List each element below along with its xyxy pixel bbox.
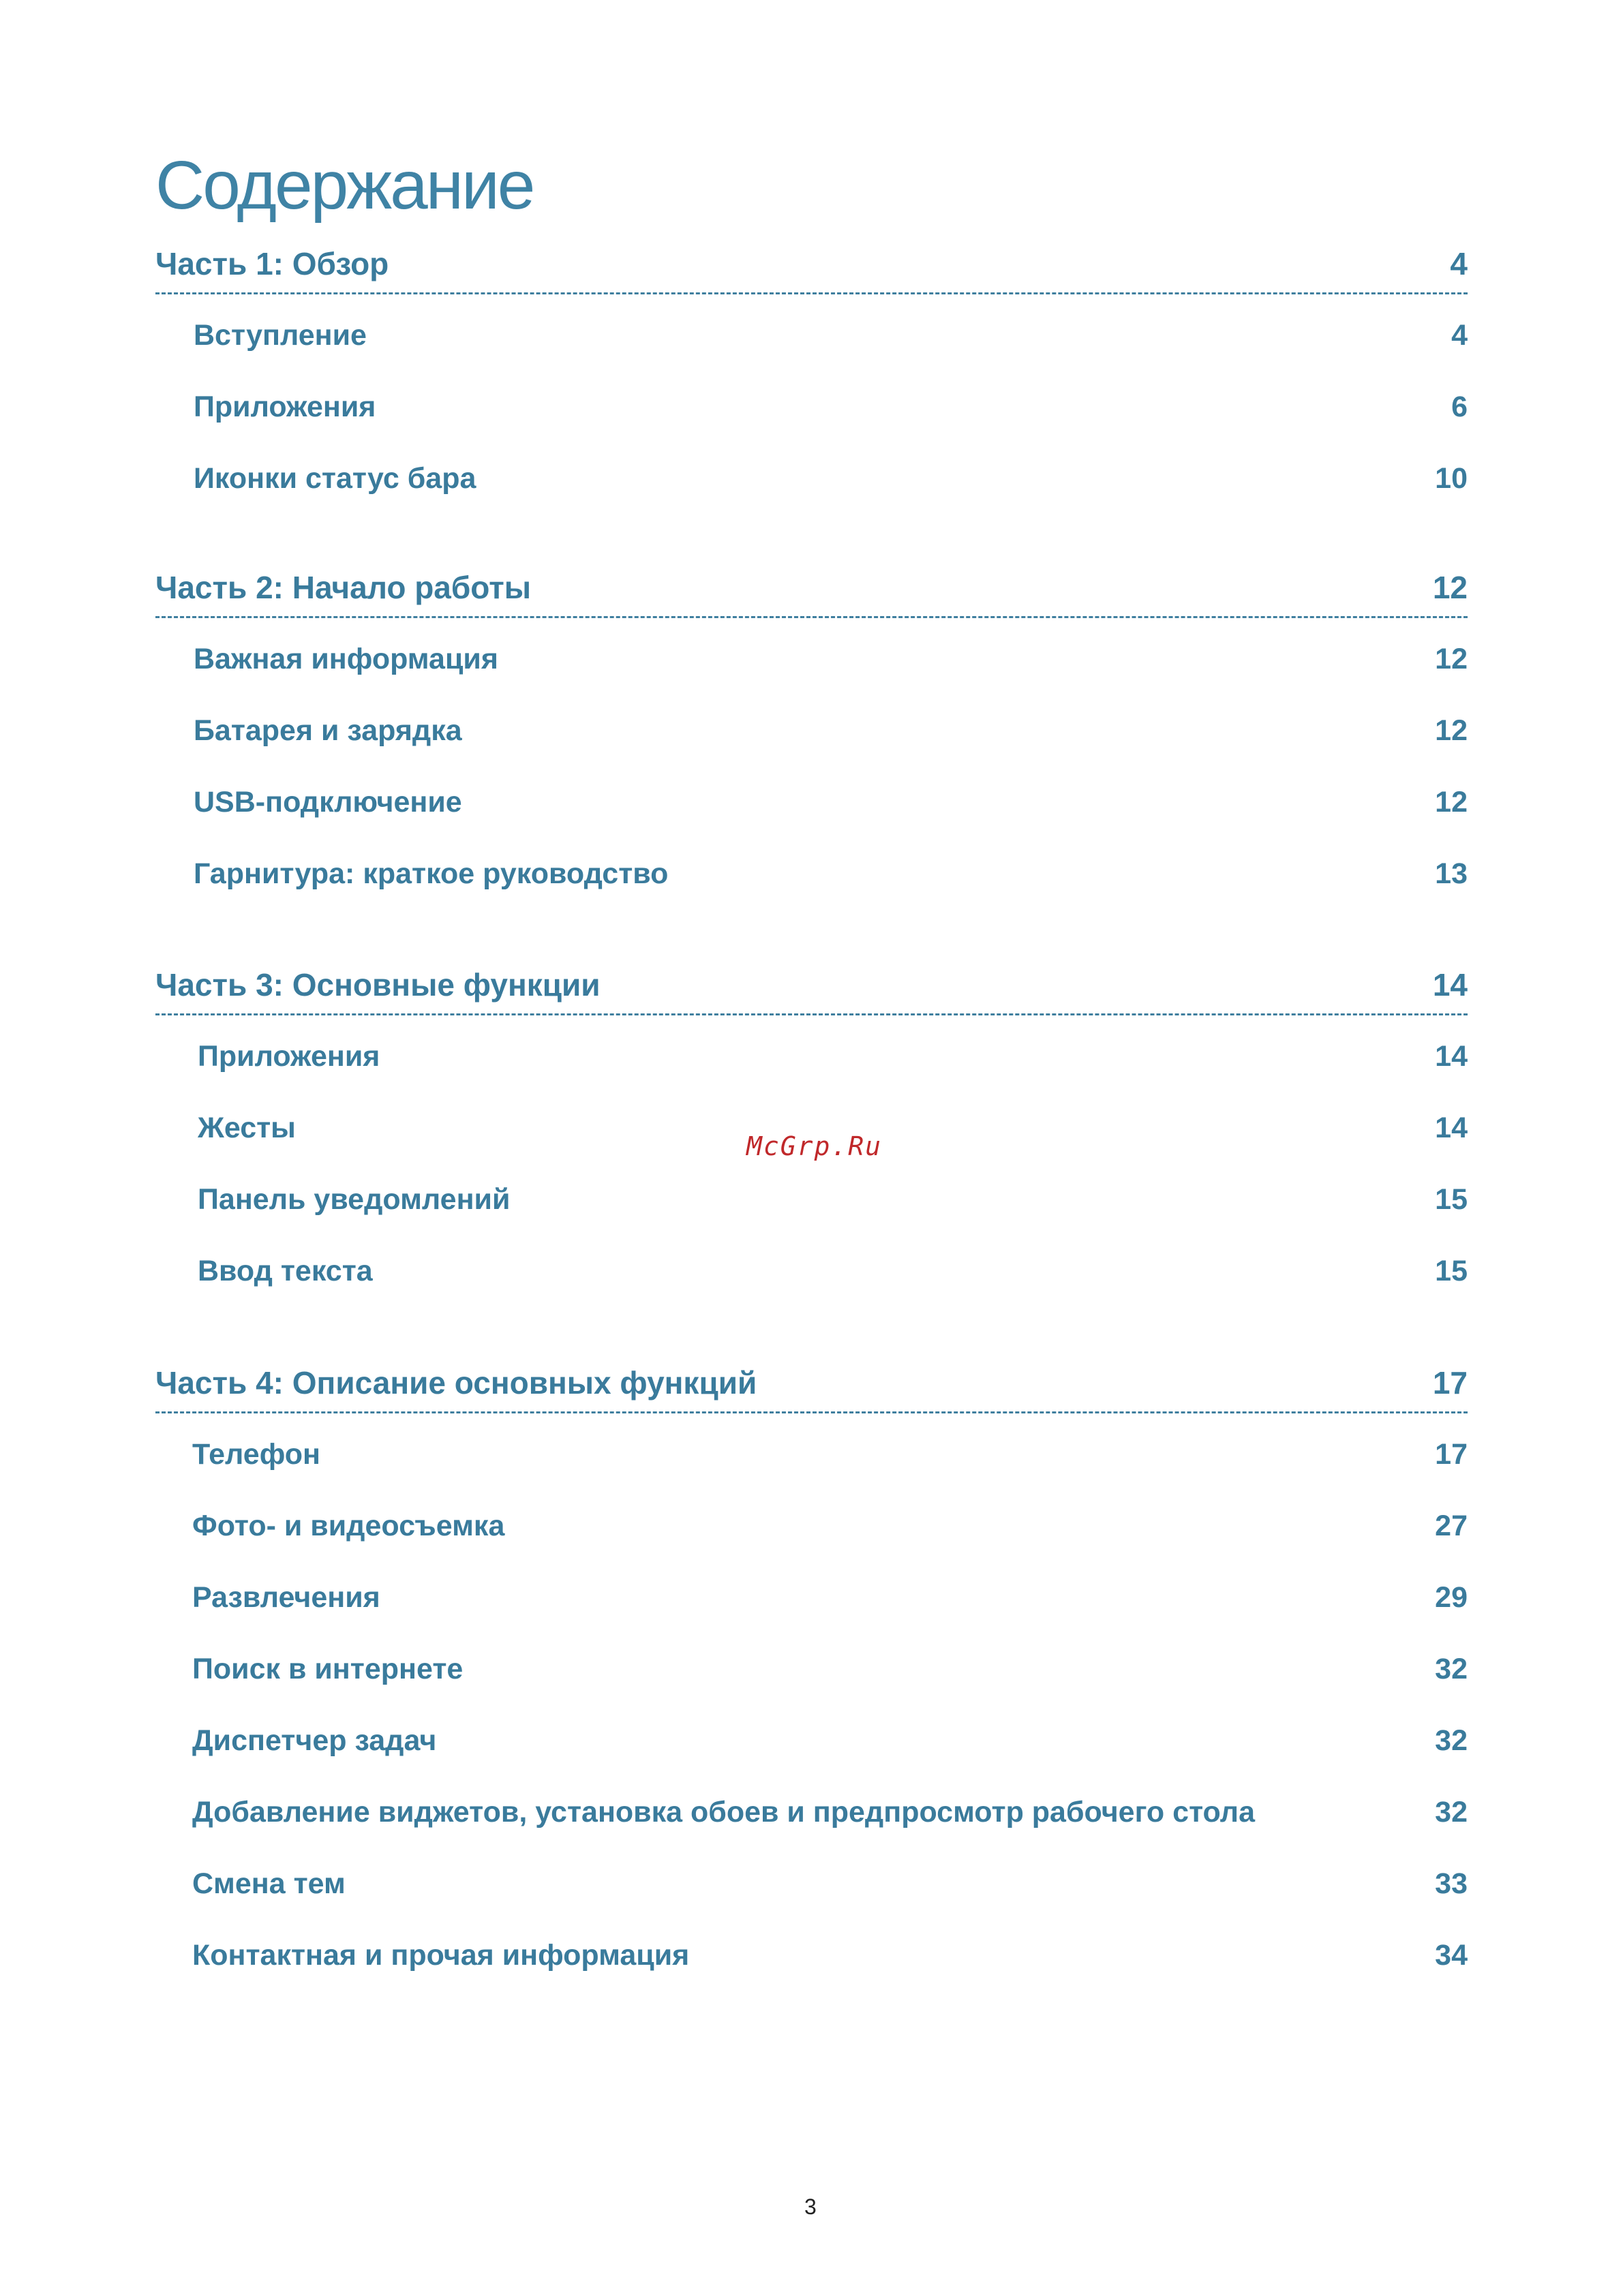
toc-entry[interactable] bbox=[192, 1705, 1468, 1777]
part-title: Часть 4: Описание основных функций bbox=[155, 1365, 757, 1400]
toc-entry[interactable] bbox=[198, 1164, 1468, 1236]
toc-part-heading[interactable] bbox=[155, 956, 1468, 1015]
toc-entries bbox=[155, 1021, 1468, 1307]
entry-label: Батарея и зарядка bbox=[194, 714, 462, 747]
entry-label: Контактная и прочая информация bbox=[192, 1939, 690, 1972]
toc-entries bbox=[155, 1419, 1468, 1991]
toc-entry[interactable] bbox=[192, 1562, 1468, 1634]
entry-page: 14 bbox=[1435, 1040, 1468, 1073]
entry-label: Телефон bbox=[192, 1438, 320, 1471]
toc-part-heading[interactable] bbox=[155, 559, 1468, 618]
toc-entry[interactable] bbox=[194, 838, 1468, 910]
entry-label: Приложения bbox=[194, 391, 376, 423]
toc-entries bbox=[155, 300, 1468, 515]
entry-label: Ввод текста bbox=[198, 1255, 373, 1287]
entry-label: Жесты bbox=[198, 1112, 296, 1144]
toc-entry[interactable] bbox=[194, 624, 1468, 695]
entry-page: 32 bbox=[1435, 1724, 1468, 1757]
entry-page: 17 bbox=[1435, 1438, 1468, 1471]
part-page: 14 bbox=[1432, 967, 1468, 1002]
part-title: Часть 3: Основные функции bbox=[155, 967, 601, 1002]
entry-label: Приложения bbox=[198, 1040, 380, 1073]
entry-label: Добавление виджетов, установка обоев и предпросмотр рабочего стола bbox=[192, 1796, 1255, 1828]
entry-label: Важная информация bbox=[194, 643, 498, 675]
toc-entry[interactable] bbox=[194, 300, 1468, 371]
toc-entry[interactable] bbox=[198, 1236, 1468, 1307]
entry-label: USB-подключение bbox=[194, 786, 462, 818]
part-title: Часть 1: Обзор bbox=[155, 246, 389, 281]
toc-section-part-1 bbox=[155, 235, 1468, 515]
toc-entry[interactable] bbox=[192, 1490, 1468, 1562]
part-page: 12 bbox=[1432, 570, 1468, 605]
entry-page: 10 bbox=[1435, 462, 1468, 495]
entry-page: 15 bbox=[1435, 1183, 1468, 1216]
entry-label: Диспетчер задач bbox=[192, 1724, 437, 1757]
toc-part-heading[interactable] bbox=[155, 1354, 1468, 1413]
toc-entry[interactable] bbox=[194, 767, 1468, 838]
entry-page: 15 bbox=[1435, 1255, 1468, 1287]
entry-page: 4 bbox=[1451, 319, 1468, 352]
entry-page: 14 bbox=[1435, 1112, 1468, 1144]
toc-entry[interactable] bbox=[192, 1634, 1468, 1705]
watermark-text: McGrp.Ru bbox=[746, 1131, 883, 1161]
entry-page: 12 bbox=[1435, 786, 1468, 818]
entry-page: 12 bbox=[1435, 714, 1468, 747]
page-title: Содержание bbox=[155, 147, 534, 224]
entry-label: Иконки статус бара bbox=[194, 462, 476, 495]
entry-label: Смена тем bbox=[192, 1867, 346, 1900]
entry-page: 33 bbox=[1435, 1867, 1468, 1900]
part-page: 4 bbox=[1450, 246, 1468, 281]
toc-section-part-2 bbox=[155, 559, 1468, 910]
toc-part-heading[interactable] bbox=[155, 235, 1468, 294]
toc-entry[interactable] bbox=[192, 1777, 1468, 1848]
toc-entries bbox=[155, 624, 1468, 910]
entry-label: Развлечения bbox=[192, 1581, 380, 1614]
toc-entry[interactable] bbox=[192, 1920, 1468, 1991]
entry-page: 13 bbox=[1435, 857, 1468, 890]
toc-entry[interactable] bbox=[198, 1021, 1468, 1092]
entry-page: 32 bbox=[1435, 1653, 1468, 1685]
toc-entry[interactable] bbox=[194, 371, 1468, 443]
entry-label: Вступление bbox=[194, 319, 367, 352]
entry-label: Панель уведомлений bbox=[198, 1183, 511, 1216]
part-page: 17 bbox=[1432, 1365, 1468, 1400]
page-number: 3 bbox=[804, 2194, 817, 2219]
entry-page: 12 bbox=[1435, 643, 1468, 675]
entry-page: 34 bbox=[1435, 1939, 1468, 1972]
toc-section-part-4 bbox=[155, 1354, 1468, 1991]
entry-page: 29 bbox=[1435, 1581, 1468, 1614]
entry-label: Поиск в интернете bbox=[192, 1653, 464, 1685]
entry-label: Гарнитура: краткое руководство bbox=[194, 857, 669, 890]
toc-entry[interactable] bbox=[194, 443, 1468, 515]
entry-page: 6 bbox=[1451, 391, 1468, 423]
entry-label: Фото- и видеосъемка bbox=[192, 1510, 505, 1542]
entry-page: 27 bbox=[1435, 1510, 1468, 1542]
entry-page: 32 bbox=[1435, 1796, 1468, 1828]
toc-entry[interactable] bbox=[192, 1419, 1468, 1490]
toc-entry[interactable] bbox=[194, 695, 1468, 767]
part-title: Часть 2: Начало работы bbox=[155, 570, 532, 605]
toc-entry[interactable] bbox=[192, 1848, 1468, 1920]
